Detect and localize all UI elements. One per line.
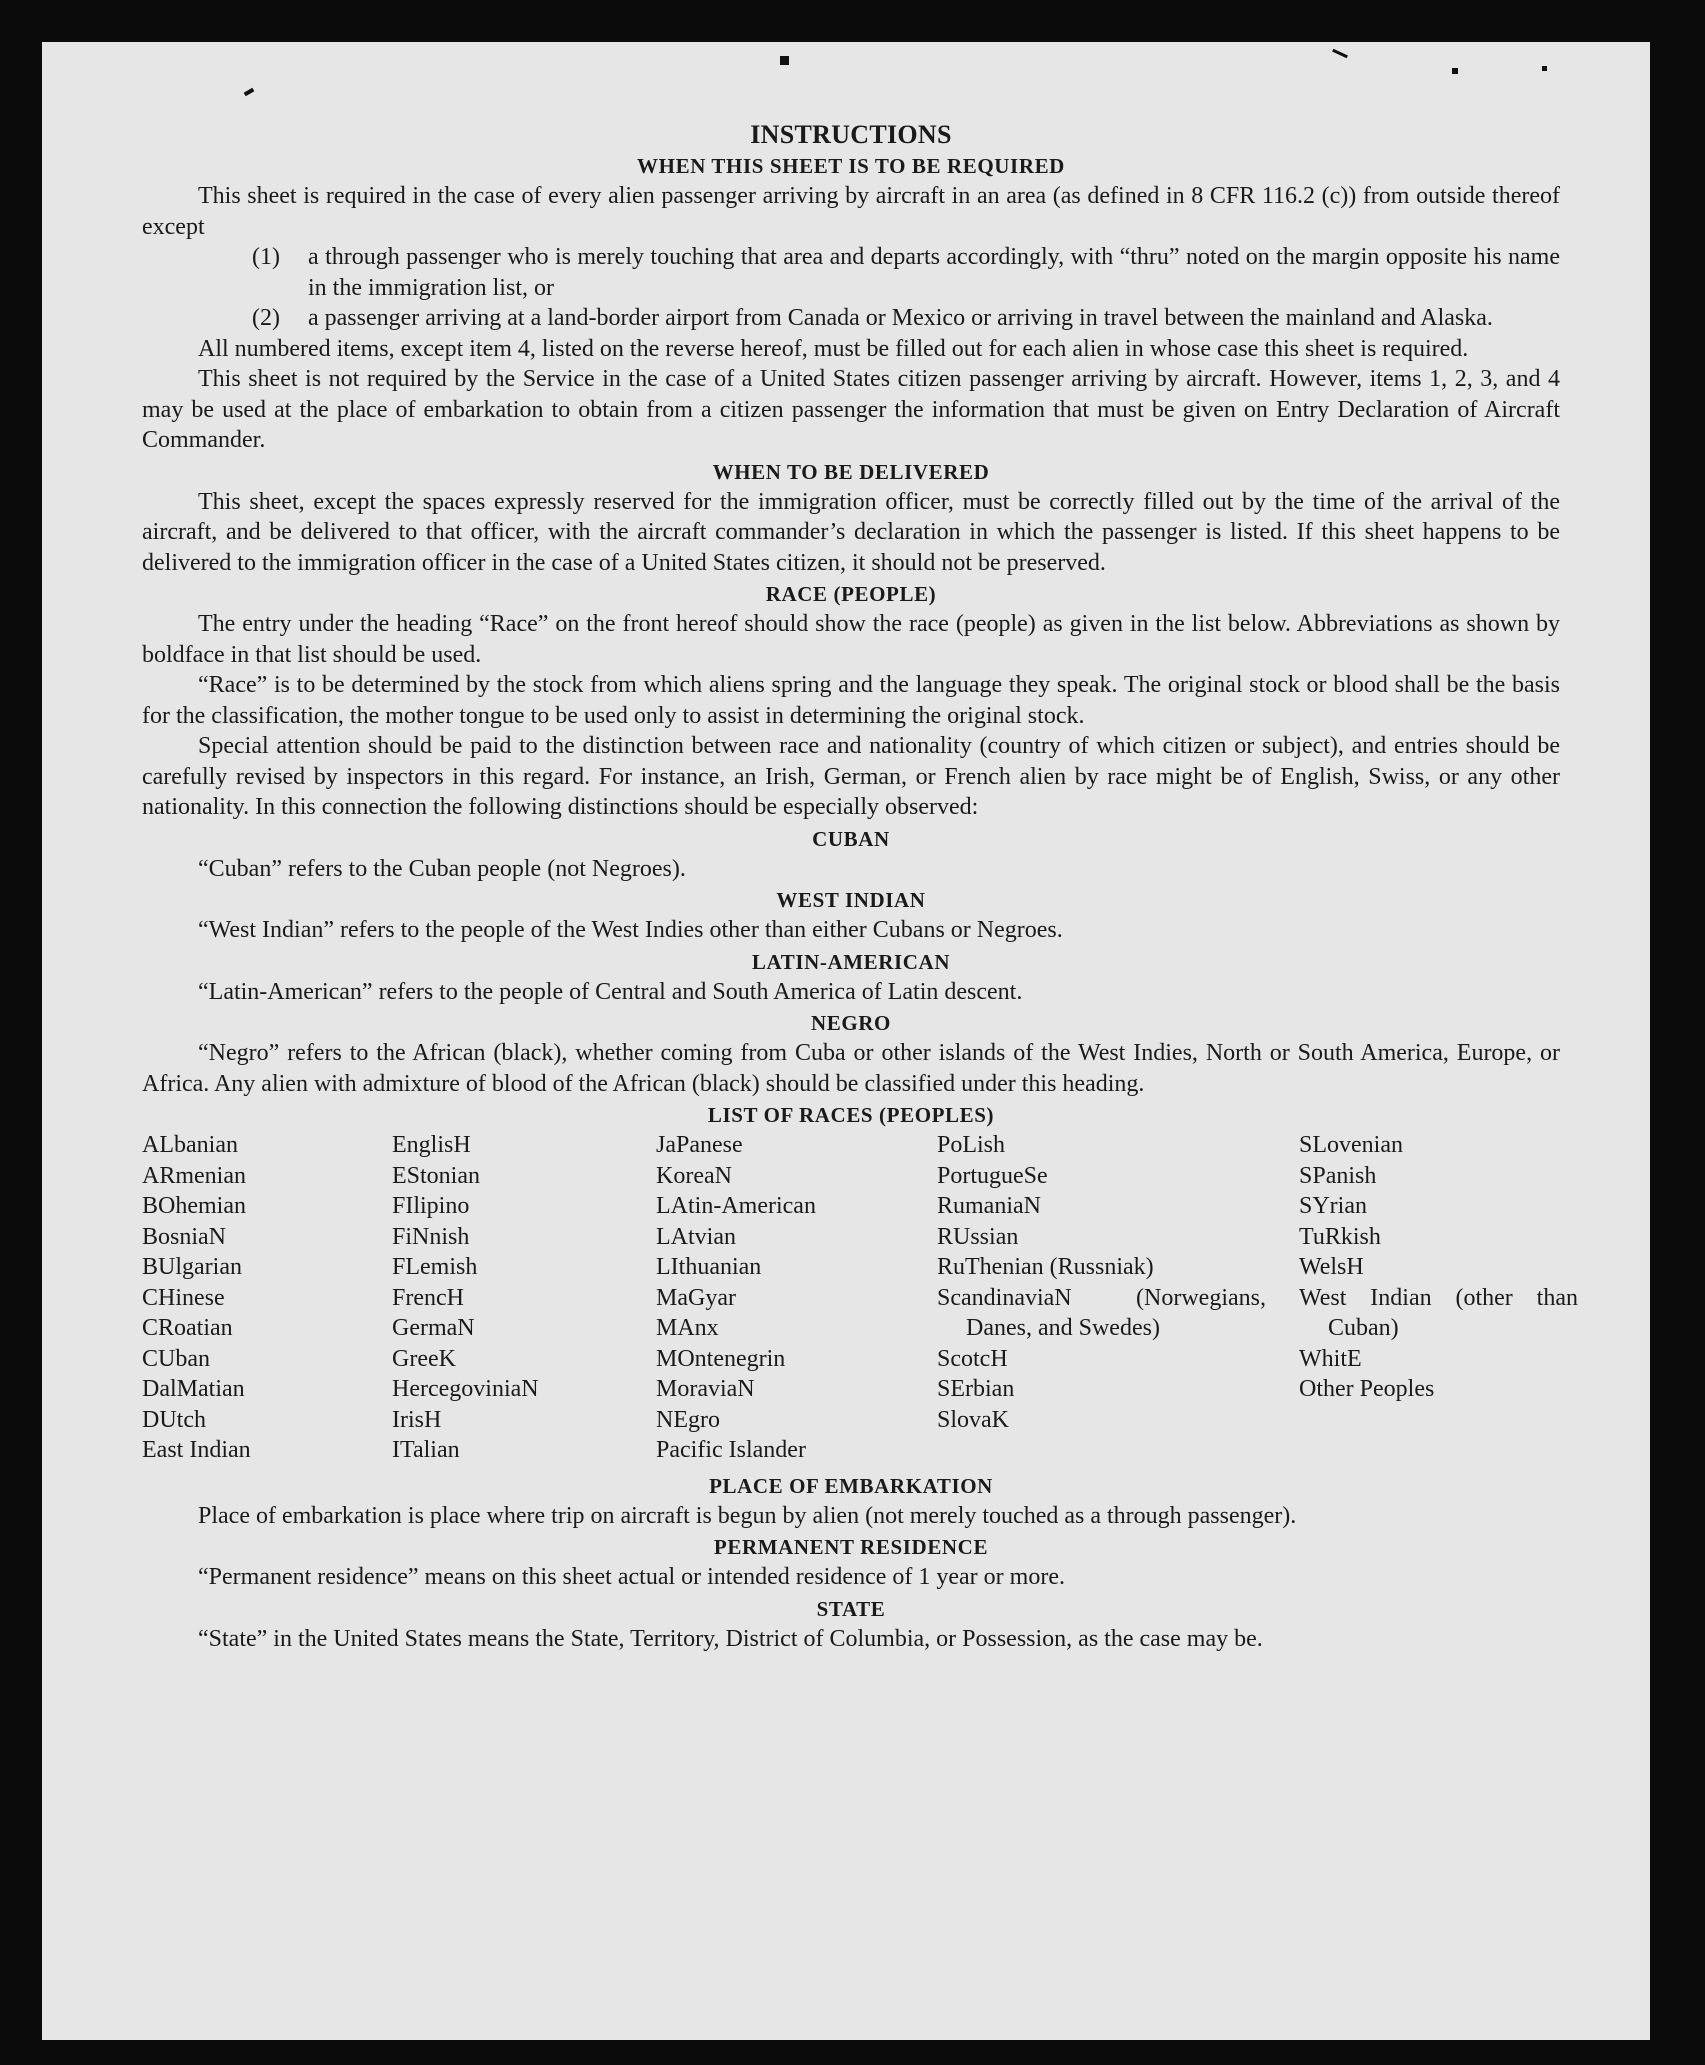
race-entry: GreeK: [392, 1345, 456, 1372]
scan-speck: [1542, 66, 1547, 71]
race-entry: BUlgarian: [142, 1254, 242, 1280]
race-entry: EnglisH: [392, 1132, 471, 1158]
race-para-3: Special attention should be paid to the distinction between race and nationality (country of which citizen or subject), and entries should be carefully revised by inspectors in this regard. For instance, an Irish, German, or French alien by race might be of English, Swiss, or any other nationality. In this connection the following distinctions should be especially observed:: [142, 733, 1560, 820]
exception-item-2: [252, 303, 1560, 334]
race-entry: Pacific Islander: [656, 1437, 806, 1463]
west-indian-text: “West Indian” refers to the people of the West Indies other than either Cubans or Negroes.: [198, 917, 1063, 943]
race-entry: KoreaN: [656, 1162, 732, 1189]
embarkation-text: Place of embarkation is place where trip on aircraft is begun by alien (not merely touched as a through passenger).: [198, 1502, 1297, 1529]
scan-speck: [1332, 49, 1348, 58]
race-entry: MOntenegrin: [656, 1345, 786, 1372]
heading-cuban: CUBAN: [812, 826, 890, 851]
heading-west-indian: WEST INDIAN: [776, 888, 926, 912]
race-entry: DUtch: [142, 1406, 206, 1433]
race-entry: Other Peoples: [1299, 1376, 1435, 1402]
race-entry: CRoatian: [142, 1315, 233, 1341]
race-entry: CUban: [142, 1345, 210, 1372]
latin-american-text: “Latin-American” refers to the people of Central and South America of Latin descent.: [198, 978, 1023, 1005]
race-para-1: The entry under the heading “Race” on the front hereof should show the race (people) as given in the list below. Abbreviations as shown by boldface in that list should be used.: [142, 611, 1560, 668]
race-entry: RuThenian (Russniak): [937, 1254, 1154, 1280]
heading-delivered: WHEN TO BE DELIVERED: [712, 459, 990, 484]
race-entry: RUssian: [937, 1223, 1019, 1250]
heading-state: STATE: [816, 1596, 886, 1621]
heading-embarkation: PLACE OF EMBARKATION: [709, 1473, 993, 1498]
race-entry: NEgro: [656, 1406, 720, 1433]
race-entry: CHinese: [142, 1284, 225, 1311]
item-number: (2): [252, 305, 280, 331]
item-number: (1): [252, 244, 280, 270]
race-entry: WelsH: [1299, 1254, 1364, 1280]
race-entry: LAtin-American: [656, 1193, 816, 1219]
cuban-text: “Cuban” refers to the Cuban people (not Negroes).: [198, 855, 686, 882]
race-entry: West Indian (other than Cuban): [1299, 1284, 1578, 1341]
race-entry: MAnx: [656, 1315, 719, 1341]
page-title: INSTRUCTIONS: [750, 120, 952, 149]
race-entry: BOhemian: [142, 1193, 246, 1219]
race-entry: ITalian: [392, 1437, 460, 1463]
races-list: [142, 1130, 1578, 1466]
race-entry: MoraviaN: [656, 1376, 755, 1402]
race-entry: SPanish: [1299, 1162, 1377, 1189]
required-intro: This sheet is required in the case of every alien passenger arriving by aircraft in an area (as defined in 8 CFR 116.2 (c)) from outside thereof except: [142, 183, 1560, 240]
races-column-2: [392, 1130, 656, 1466]
heading-residence: PERMANENT RESIDENCE: [713, 1535, 989, 1559]
heading-latin-american: LATIN-AMERICAN: [751, 949, 951, 974]
race-entry: ScotcH: [937, 1345, 1008, 1372]
races-column-4: [937, 1130, 1299, 1466]
heading-race: RACE (PEOPLE): [765, 582, 937, 606]
heading-negro: NEGRO: [810, 1011, 891, 1035]
race-entry: HercegoviniaN: [392, 1376, 539, 1402]
race-para-2: “Race” is to be determined by the stock from which aliens spring and the language they speak. The original stock or blood shall be the basis for the classification, the mother tongue to be used only to assist in determining the original stock.: [142, 672, 1560, 729]
race-entry: SErbian: [937, 1376, 1015, 1402]
state-text: “State” in the United States means the State, Territory, District of Columbia, or Possession, as the case may be.: [198, 1625, 1263, 1652]
race-entry: LIthuanian: [656, 1254, 762, 1280]
races-column-1: [142, 1130, 392, 1466]
race-entry: RumaniaN: [937, 1193, 1041, 1219]
item-text: a passenger arriving at a land-border airport from Canada or Mexico or arriving in travel between the mainland and Alaska.: [308, 305, 1493, 331]
required-para-2: All numbered items, except item 4, listed on the reverse hereof, must be filled out for each alien in whose case this sheet is required.: [198, 335, 1469, 362]
residence-text: “Permanent residence” means on this sheet actual or intended residence of 1 year or more.: [198, 1564, 1065, 1590]
heading-list-of-races: LIST OF RACES (PEOPLES): [707, 1103, 995, 1127]
race-entry: BosniaN: [142, 1223, 226, 1250]
scan-speck: [244, 88, 255, 96]
scan-speck: [1452, 68, 1458, 74]
required-para-3: This sheet is not required by the Service in the case of a United States citizen passenger arriving by aircraft. However, items 1, 2, 3, and 4 may be used at the place of embarkation to obtain from a citizen passenger the information that must be given on Entry Declaration of Aircraft Commander.: [142, 366, 1560, 453]
race-entry: FrencH: [392, 1284, 464, 1311]
race-entry: WhitE: [1299, 1345, 1362, 1372]
item-text: a through passenger who is merely touching that area and departs accordingly, with “thru” noted on the margin opposite his name in the immigration list, or: [308, 244, 1560, 301]
negro-text: “Negro” refers to the African (black), whether coming from Cuba or other islands of the West Indies, North or South America, Europe, or Africa. Any alien with admixture of blood of the African (black) should be classified under this heading.: [142, 1040, 1560, 1097]
race-entry: PoLish: [937, 1132, 1006, 1158]
races-column-3: [656, 1130, 937, 1466]
race-entry: MaGyar: [656, 1284, 736, 1311]
race-entry: TuRkish: [1299, 1223, 1381, 1250]
race-entry: JaPanese: [656, 1132, 743, 1158]
race-entry: IrisH: [392, 1406, 442, 1433]
race-entry: FIlipino: [392, 1193, 470, 1219]
race-entry: ALbanian: [142, 1132, 238, 1158]
race-entry: ARmenian: [142, 1162, 246, 1189]
race-entry: DalMatian: [142, 1376, 245, 1402]
exception-item-1: [252, 242, 1560, 303]
race-entry: LAtvian: [656, 1223, 736, 1250]
race-entry: SlovaK: [937, 1406, 1009, 1433]
delivered-text: This sheet, except the spaces expressly reserved for the immigration officer, must be correctly filled out by the time of the arrival of the aircraft, and be delivered to that officer, with the aircraft commander’s declaration in which the passenger is listed. If this sheet happens to be delivered to the immigration officer in the case of a United States citizen, it should not be preserved.: [142, 488, 1560, 576]
race-entry: ScandinaviaN (Norwegians, Danes, and Swedes): [937, 1284, 1266, 1341]
race-entry: SYrian: [1299, 1193, 1367, 1219]
race-entry: SLovenian: [1299, 1132, 1403, 1158]
race-entry: EStonian: [392, 1162, 480, 1189]
heading-required: WHEN THIS SHEET IS TO BE REQUIRED: [637, 154, 1065, 178]
race-entry: FLemish: [392, 1254, 478, 1280]
race-entry: East Indian: [142, 1437, 251, 1463]
race-entry: PortugueSe: [937, 1162, 1048, 1189]
document-page: [42, 42, 1650, 2040]
scan-speck: [780, 56, 789, 65]
race-entry: FiNnish: [392, 1223, 470, 1250]
race-entry: GermaN: [392, 1315, 475, 1341]
races-column-5: [1299, 1130, 1578, 1466]
